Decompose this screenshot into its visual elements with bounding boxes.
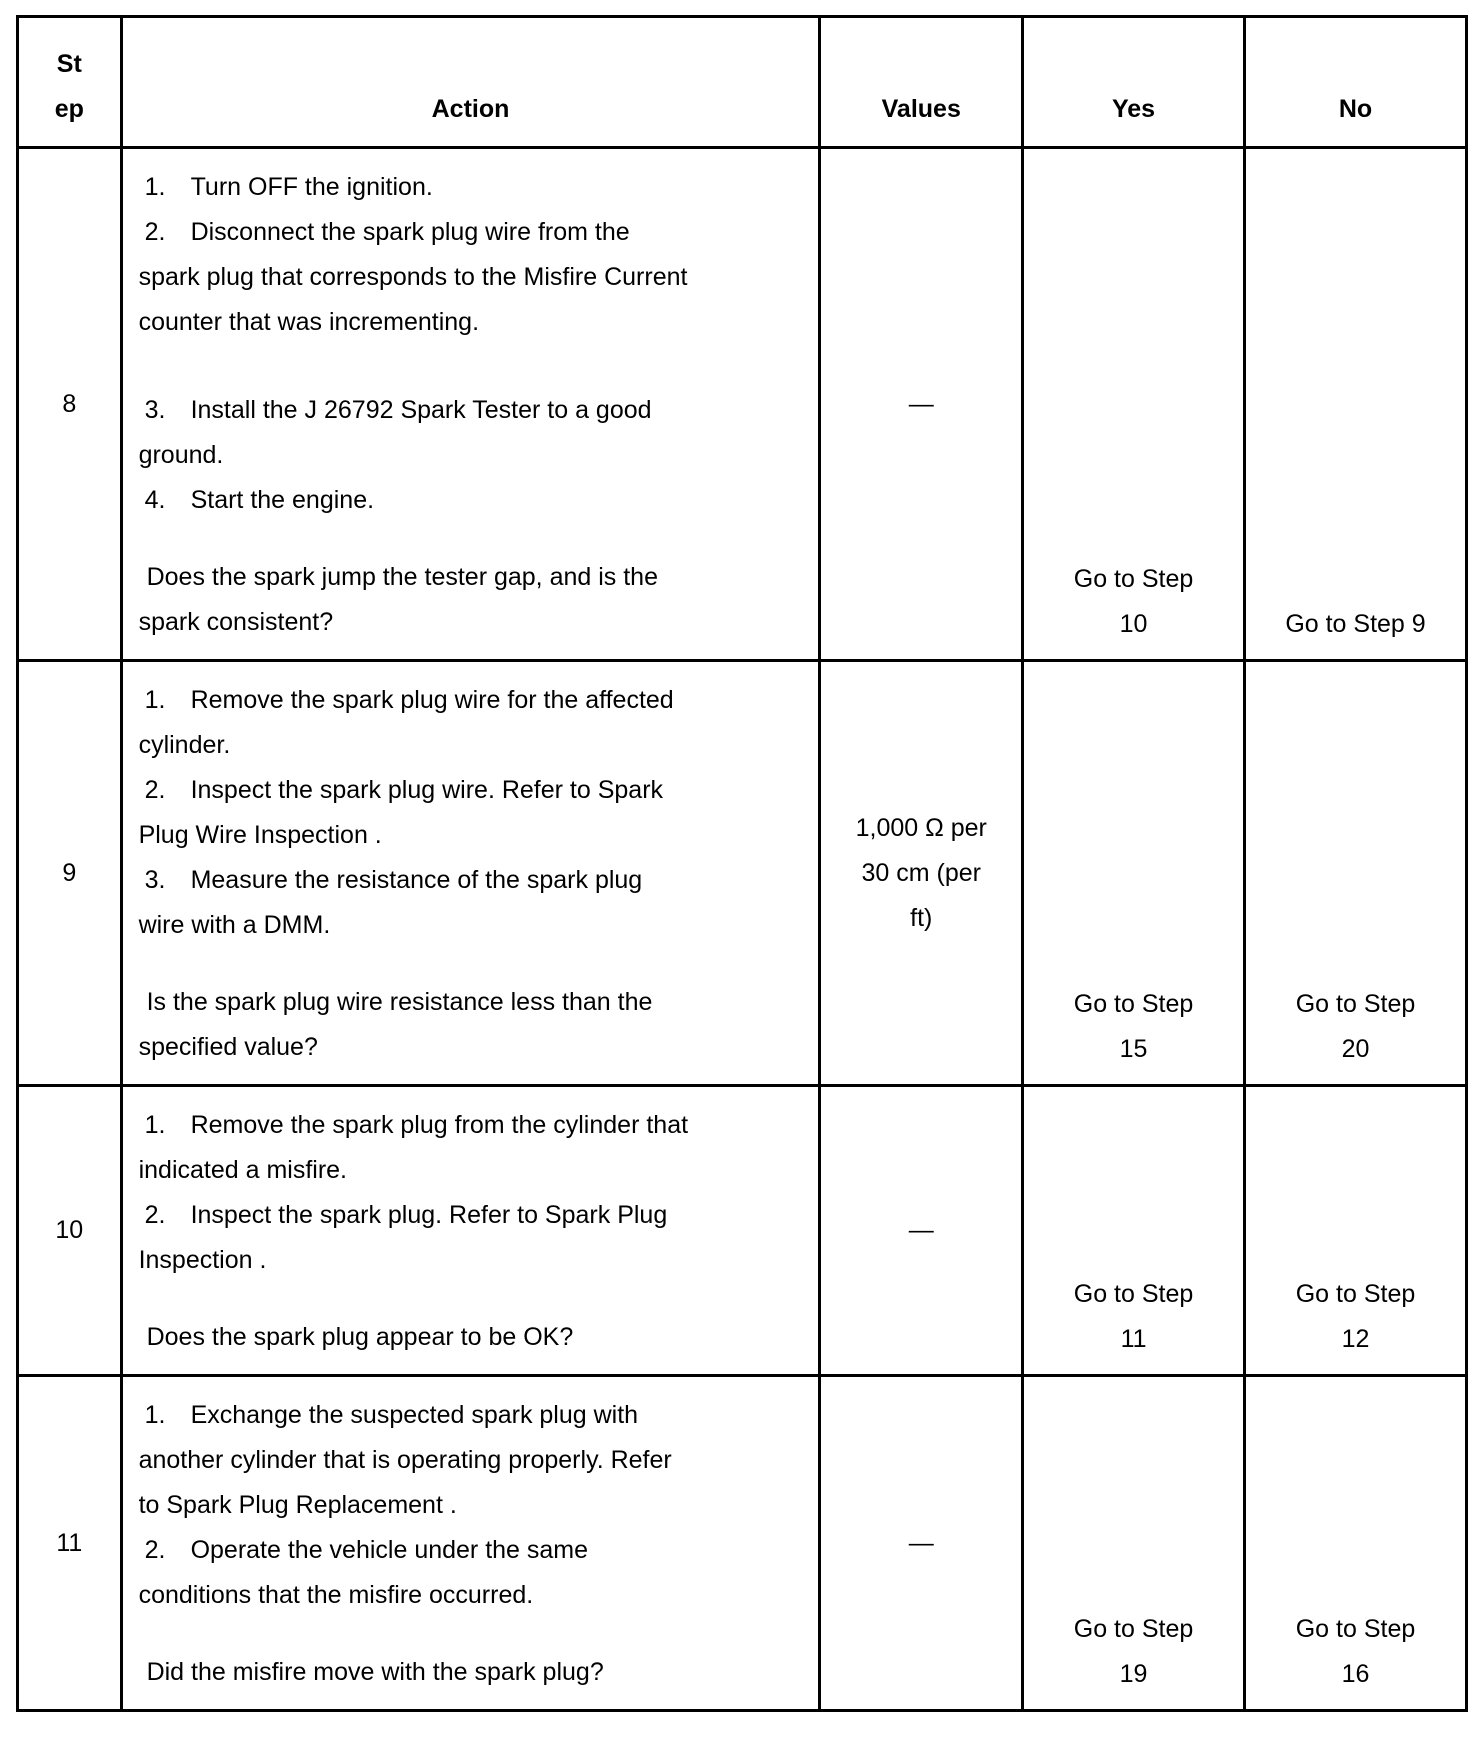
action-item [139, 1193, 799, 1238]
table-row [18, 1086, 1467, 1376]
item-text-cont: Plug Wire Inspection . [138, 821, 382, 849]
item-number: 3. [144, 866, 166, 894]
item-number: 1. [144, 686, 166, 714]
item-number: 4. [144, 486, 166, 514]
no-cell [1245, 1376, 1467, 1711]
value-line: 1,000 Ω per [855, 813, 987, 842]
table-row [18, 148, 1467, 661]
header-step-line2: ep [54, 95, 84, 123]
item-text-cont: ground. [138, 441, 224, 469]
item-text-cont: conditions that the misfire occurred. [138, 1581, 534, 1609]
header-step [18, 17, 122, 148]
action-item [139, 768, 799, 813]
item-text-cont: Inspection . [138, 1246, 267, 1274]
item-text-cont: another cylinder that is operating properly. Refer [138, 1446, 672, 1474]
value-cell: — [820, 148, 1023, 661]
action-item [139, 165, 799, 210]
step-number: 9 [18, 661, 122, 1086]
table-row [18, 1376, 1467, 1711]
item-number: 2. [144, 218, 166, 246]
item-number: 2. [144, 1536, 166, 1564]
action-cell [121, 1086, 820, 1376]
no-step: 20 [1341, 1035, 1370, 1063]
question-text: Did the misfire move with the spark plug? [146, 1658, 604, 1686]
item-text: Turn OFF the ignition. [190, 173, 433, 201]
value-cell: — [820, 1376, 1023, 1711]
action-cell [121, 661, 820, 1086]
action-item [139, 1393, 799, 1438]
value-line: 30 cm (per [861, 858, 981, 887]
item-number: 1. [144, 1401, 166, 1429]
no-cell [1245, 1086, 1467, 1376]
yes-step: 10 [1119, 610, 1148, 638]
action-item [139, 388, 799, 433]
yes-cell [1023, 148, 1245, 661]
no-goto: Go to Step [1295, 1280, 1416, 1308]
item-number: 1. [144, 1111, 166, 1139]
no-step: 12 [1341, 1325, 1370, 1353]
item-text: Inspect the spark plug wire. Refer to Spark [190, 776, 664, 804]
action-item [139, 478, 799, 523]
no-cell [1245, 661, 1467, 1086]
action-item [139, 858, 799, 903]
item-number: 2. [144, 1201, 166, 1229]
action-item [139, 210, 799, 255]
item-text: Remove the spark plug from the cylinder that [190, 1111, 689, 1139]
value-cell: — [820, 1086, 1023, 1376]
value-cell [820, 661, 1023, 1086]
yes-step: 11 [1120, 1325, 1147, 1353]
item-text: Remove the spark plug wire for the affected [190, 686, 674, 714]
item-text: Start the engine. [190, 486, 375, 514]
yes-goto: Go to Step [1073, 1280, 1194, 1308]
item-text: Install the J 26792 Spark Tester to a good [190, 396, 652, 424]
yes-cell [1023, 1086, 1245, 1376]
item-number: 3. [144, 396, 166, 424]
yes-cell [1023, 661, 1245, 1086]
yes-goto: Go to Step [1073, 1615, 1194, 1643]
item-text: Inspect the spark plug. Refer to Spark Plug [190, 1201, 668, 1229]
item-text: Measure the resistance of the spark plug [190, 866, 643, 894]
action-cell [121, 148, 820, 661]
step-number: 8 [18, 148, 122, 661]
question-text-cont: specified value? [138, 1033, 318, 1061]
action-item [139, 1528, 799, 1573]
no-goto: Go to Step 9 [1285, 610, 1426, 638]
item-text-cont: spark plug that corresponds to the Misfire Current [138, 263, 688, 291]
item-number: 1. [144, 173, 166, 201]
no-goto: Go to Step [1295, 990, 1416, 1018]
yes-goto: Go to Step [1073, 565, 1194, 593]
step-number: 10 [18, 1086, 122, 1376]
header-no: No [1245, 17, 1467, 148]
action-item [139, 1103, 799, 1148]
header-yes: Yes [1023, 17, 1245, 148]
no-cell [1245, 148, 1467, 661]
item-text-cont: wire with a DMM. [138, 911, 331, 939]
header-action: Action [121, 17, 820, 148]
action-item [139, 678, 799, 723]
action-cell [121, 1376, 820, 1711]
yes-goto: Go to Step [1073, 990, 1194, 1018]
no-goto: Go to Step [1295, 1615, 1416, 1643]
value-line: ft) [910, 903, 933, 932]
item-text-cont: counter that was incrementing. [138, 308, 480, 336]
item-text: Operate the vehicle under the same [190, 1536, 589, 1564]
table-row [18, 661, 1467, 1086]
yes-step: 15 [1119, 1035, 1148, 1063]
item-text: Exchange the suspected spark plug with [190, 1401, 639, 1429]
no-step: 16 [1341, 1660, 1370, 1688]
diagnostic-table [16, 15, 1468, 1712]
header-row [18, 17, 1467, 148]
header-step-line1: St [56, 50, 82, 78]
question-text-cont: spark consistent? [138, 608, 334, 636]
item-number: 2. [144, 776, 166, 804]
question-text: Does the spark plug appear to be OK? [146, 1323, 574, 1351]
question-text: Does the spark jump the tester gap, and is the [146, 563, 658, 591]
yes-step: 19 [1119, 1660, 1148, 1688]
item-text-cont: to Spark Plug Replacement . [138, 1491, 457, 1519]
item-text-cont: indicated a misfire. [138, 1156, 348, 1184]
question-text: Is the spark plug wire resistance less than the [146, 988, 653, 1016]
yes-cell [1023, 1376, 1245, 1711]
item-text: Disconnect the spark plug wire from the [190, 218, 630, 246]
step-number: 11 [18, 1376, 122, 1711]
header-values: Values [820, 17, 1023, 148]
item-text-cont: cylinder. [138, 731, 231, 759]
